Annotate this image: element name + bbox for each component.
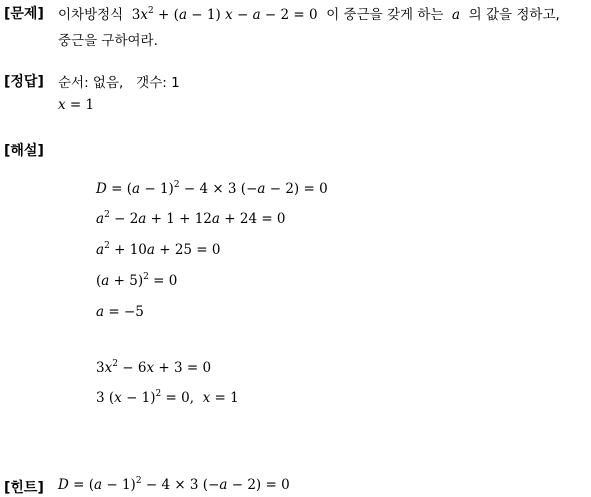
hint-equation: $D = (a - 1)^2 - 4 \times 3$ (−a − 2) = 0 (58, 476, 290, 493)
problem-variable-a: a (452, 7, 461, 23)
solution-step-6: $3x^2 - 6x + 3 = 0$ (96, 359, 212, 376)
problem-label: [문제] (4, 6, 44, 22)
problem-line-1 (58, 3, 560, 23)
solution-step-7: 3 $(x - 1)^2 = 0$, x = 1 (96, 389, 239, 406)
answer-count: 갯수: 1 (136, 75, 180, 91)
solution-label: [해설] (4, 143, 44, 159)
answer-line (58, 71, 180, 91)
solution-step-1: $D = (a - 1)^2 - 4 \times 3$ (−a − 2) = 0 (96, 180, 328, 197)
solution-step-2: $a^2 - 2a + 1 + 12a + 24 = 0$ (96, 210, 286, 227)
solution-step-3: $a^2 + 10a + 25 = 0$ (96, 241, 221, 258)
problem-line-2: 중근을 구하여라. (58, 33, 158, 49)
problem-suffix-b: 의 값을 정하고, (468, 7, 560, 23)
problem-suffix-a: 이 중근을 갖게 하는 (326, 7, 444, 23)
problem-equation: $3x^2 + (a - 1) x - a - 2 = 0$ (127, 6, 322, 23)
answer-order: 순서: 없음, (58, 75, 124, 91)
answer-label: [정답] (4, 74, 44, 90)
problem-prefix: 이차방정식 (58, 7, 124, 23)
solution-step-5: a = −5 (96, 304, 144, 320)
hint-label: [힌트] (4, 480, 44, 496)
solution-step-4: $(a + 5)^2 = 0$ (96, 272, 178, 289)
answer-value: x = 1 (58, 97, 95, 113)
